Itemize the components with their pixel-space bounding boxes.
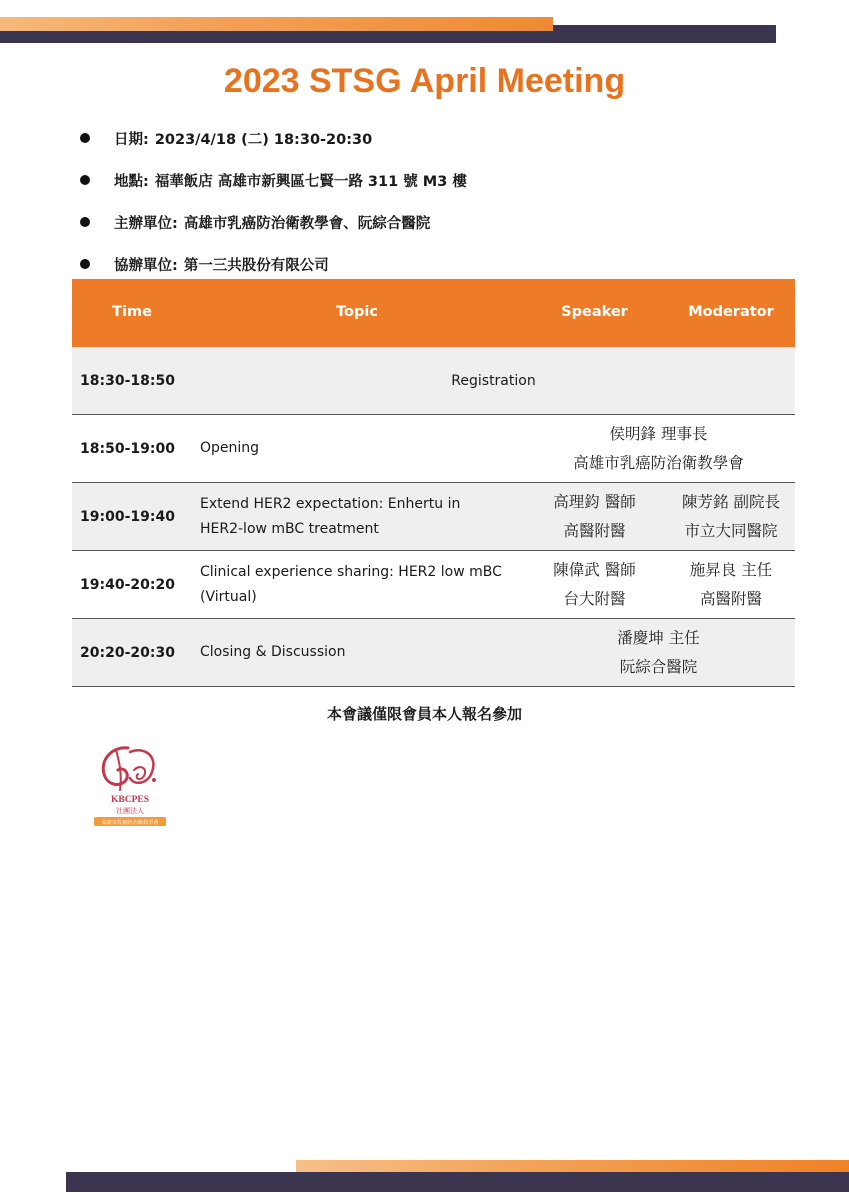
info-organizer bbox=[80, 212, 430, 233]
table-row bbox=[72, 483, 795, 551]
kbcpes-logo bbox=[90, 740, 170, 830]
row-time: 20:20-20:30 bbox=[80, 644, 175, 661]
row-moderator bbox=[667, 551, 795, 618]
page-title: 2023 STSG April Meeting bbox=[223, 62, 626, 100]
table-header bbox=[72, 279, 795, 347]
header-topic: Topic bbox=[336, 304, 378, 320]
info-value: 福華飯店 高雄市新興區七賢一路 311 號 M3 樓 bbox=[154, 174, 467, 190]
topic-line: Clinical experience sharing: HER2 low mBC bbox=[200, 563, 502, 580]
topic-line: Closing & Discussion bbox=[200, 644, 346, 660]
person-name: 高理鈞 醫師 bbox=[553, 492, 636, 511]
row-topic: Registration bbox=[451, 372, 536, 389]
table-row bbox=[72, 551, 795, 619]
person-affiliation: 高醫附醫 bbox=[563, 521, 626, 540]
info-value: 第一三共股份有限公司 bbox=[183, 258, 329, 274]
info-date bbox=[80, 128, 372, 149]
topic-line: (Virtual) bbox=[200, 588, 257, 605]
row-time: 19:40-20:20 bbox=[80, 576, 175, 593]
info-venue bbox=[80, 170, 467, 191]
schedule-table bbox=[72, 279, 795, 687]
row-topic bbox=[200, 619, 520, 686]
logo-band-text: 高雄市乳癌防治衛教學會 bbox=[101, 820, 159, 826]
person-name: 施昇良 主任 bbox=[689, 560, 773, 579]
header-moderator: Moderator bbox=[688, 304, 774, 320]
person-affiliation: 高雄市乳癌防治衛教學會 bbox=[573, 453, 744, 472]
person-affiliation: 市立大同醫院 bbox=[684, 521, 778, 540]
topic-line: HER2-low mBC treatment bbox=[200, 520, 379, 537]
info-value: 2023/4/18 (二) 18:30-20:30 bbox=[154, 132, 373, 148]
row-time: 19:00-19:40 bbox=[80, 508, 175, 525]
row-topic bbox=[200, 415, 520, 482]
row-topic bbox=[200, 551, 520, 618]
bottom-dark-bar bbox=[66, 1172, 849, 1192]
row-speaker-moderator bbox=[522, 415, 795, 482]
bullet-icon bbox=[80, 133, 90, 143]
row-time: 18:30-18:50 bbox=[80, 372, 175, 389]
person-name: 陳芳銘 副院長 bbox=[682, 492, 780, 511]
person-affiliation: 阮綜合醫院 bbox=[619, 657, 698, 676]
info-label: 主辦單位: bbox=[114, 216, 178, 232]
table-row bbox=[72, 619, 795, 687]
person-name: 侯明鋒 理事長 bbox=[609, 424, 708, 443]
logo-text: KBCPES bbox=[110, 795, 150, 805]
table-row bbox=[72, 415, 795, 483]
header-time: Time bbox=[112, 304, 152, 320]
bullet-icon bbox=[80, 259, 90, 269]
row-speaker bbox=[522, 551, 667, 618]
info-label: 協辦單位: bbox=[114, 258, 178, 274]
person-affiliation: 高醫附醫 bbox=[699, 589, 762, 608]
row-moderator bbox=[667, 483, 795, 550]
logo-subtitle: 社團法人 bbox=[116, 807, 144, 815]
row-time: 18:50-19:00 bbox=[80, 440, 175, 457]
info-label: 地點: bbox=[114, 174, 149, 190]
table-row bbox=[72, 347, 795, 415]
row-speaker bbox=[522, 483, 667, 550]
top-orange-bar bbox=[0, 17, 553, 31]
bullet-icon bbox=[80, 217, 90, 227]
topic-line: Extend HER2 expectation: Enhertu in bbox=[200, 495, 461, 512]
person-affiliation: 台大附醫 bbox=[563, 589, 626, 608]
row-speaker-moderator bbox=[522, 619, 795, 686]
person-name: 潘慶坤 主任 bbox=[617, 628, 700, 647]
info-label: 日期: bbox=[114, 132, 149, 148]
topic-line: Opening bbox=[200, 440, 260, 456]
info-co-organizer bbox=[80, 254, 329, 275]
person-name: 陳偉武 醫師 bbox=[553, 560, 636, 579]
info-value: 高雄市乳癌防治衛教學會、阮綜合醫院 bbox=[183, 216, 431, 232]
header-speaker: Speaker bbox=[561, 304, 628, 320]
row-topic bbox=[200, 483, 520, 550]
membership-note: 本會議僅限會員本人報名參加 bbox=[326, 705, 522, 723]
bullet-icon bbox=[80, 175, 90, 185]
